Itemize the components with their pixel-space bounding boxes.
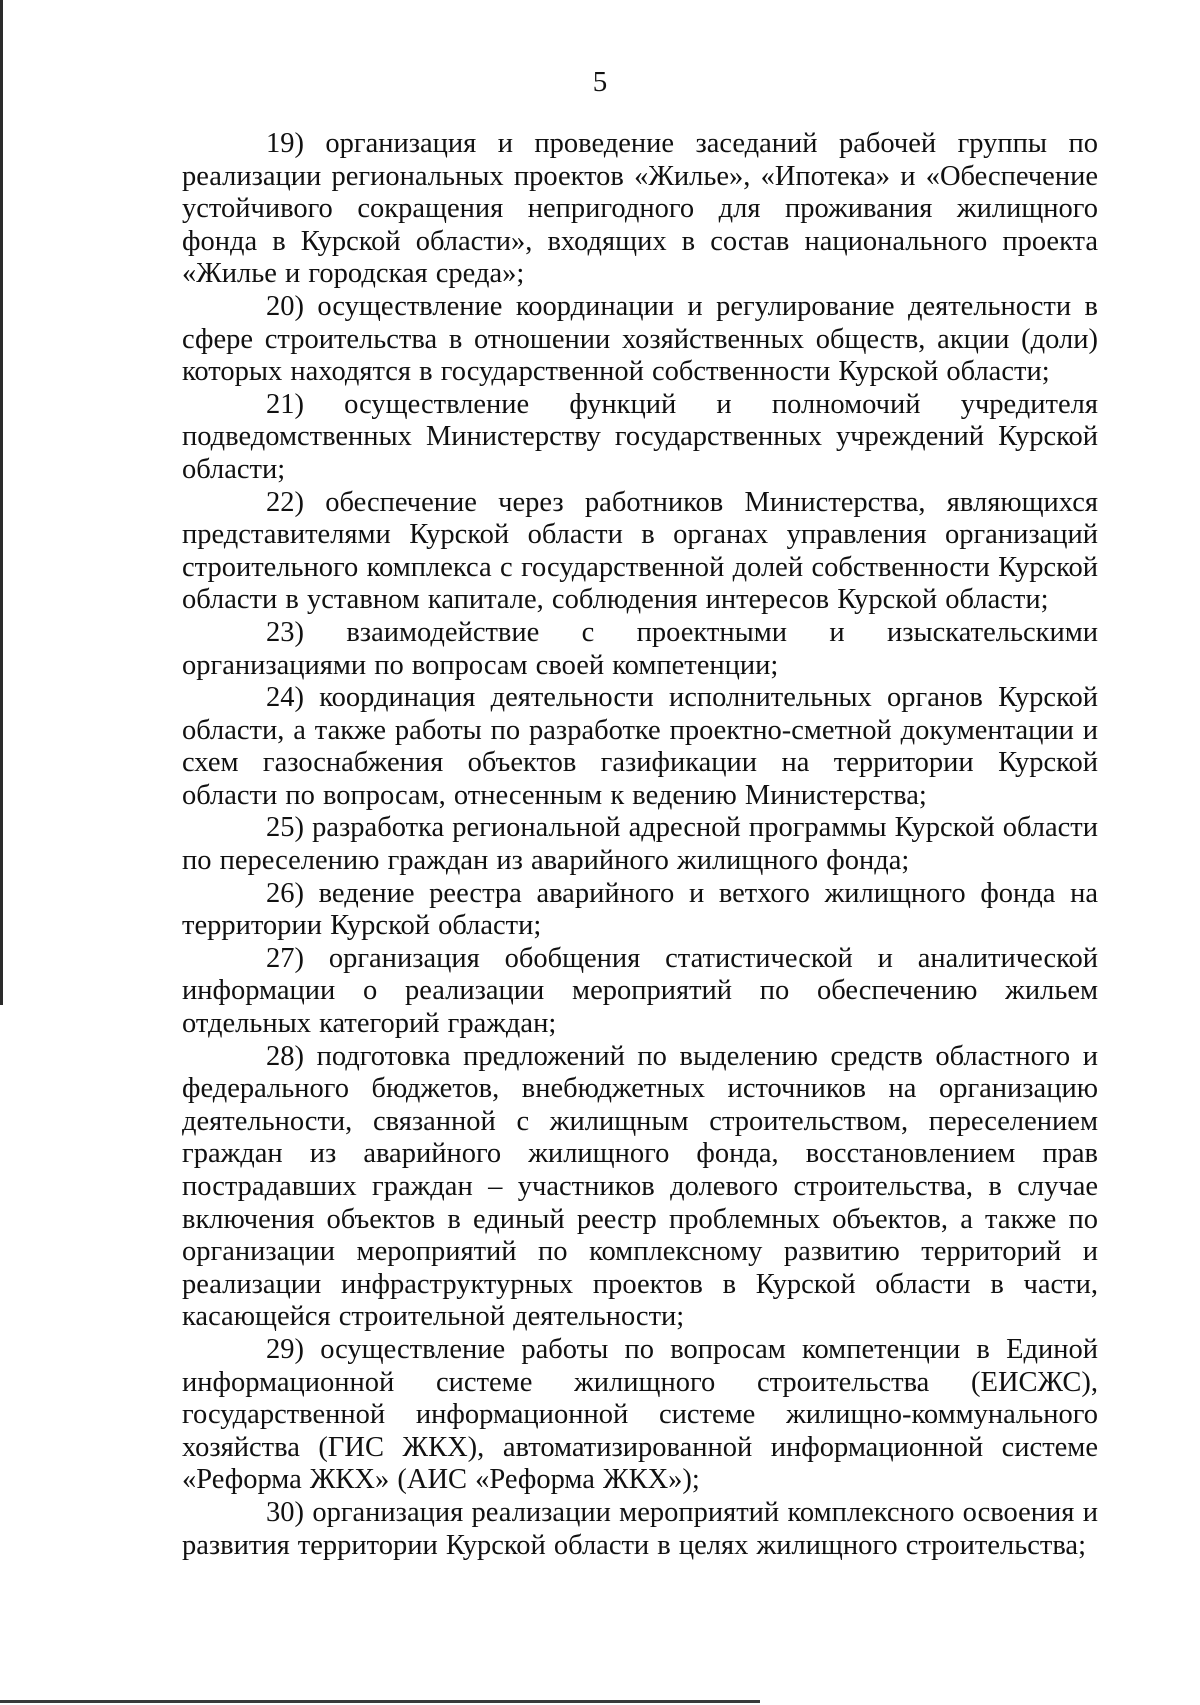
list-item-22: 22) обеспечение через работников Министерства, являющихся представителями Курской области в органах управления организаций строительного комплекса с государственной долей собственности Курской области в уставном капитале, соблюдения интересов Курской области;	[182, 486, 1098, 616]
list-item-26: 26) ведение реестра аварийного и ветхого жилищного фонда на территории Курской области;	[182, 877, 1098, 942]
list-item-21: 21) осуществление функций и полномочий учредителя подведомственных Министерству государственных учреждений Курской области;	[182, 388, 1098, 485]
list-item-19: 19) организация и проведение заседаний рабочей группы по реализации региональных проектов «Жилье», «Ипотека» и «Обеспечение устойчивого сокращения непригодного для проживания жилищного фонда в Курской области», входящих в состав национального проекта «Жилье и городская среда»;	[182, 128, 1098, 290]
page-number: 5	[592, 66, 608, 98]
list-item-27: 27) организация обобщения статистической и аналитической информации о реализации мероприятий по обеспечению жильем отдельных категорий граждан;	[182, 942, 1098, 1040]
scan-left-border	[0, 0, 3, 1005]
list-item-24: 24) координация деятельности исполнительных органов Курской области, а также работы по разработке проектно-сметной документации и схем газоснабжения объектов газификации на территории Курской области по вопросам, отнесенным к ведению Министерства;	[182, 682, 1098, 811]
scan-bottom-border	[0, 1700, 760, 1703]
list-item-28: 28) подготовка предложений по выделению средств областного и федерального бюджетов, внебюджетных источников на организацию деятельности, связанной с жилищным строительством, переселением граждан из аварийного жилищного фонда, восстановлением прав пострадавших граждан – участников долевого строительства, в случае включения объектов в единый реестр проблемных объектов, а также по организации мероприятий по комплексному развитию территорий и реализации инфраструктурных проектов в Курской области в части, касающейся строительной деятельности;	[182, 1040, 1098, 1333]
list-item-29: 29) осуществление работы по вопросам компетенции в Единой информационной системе жилищного строительства (ЕИСЖС), государственной информационной системе жилищно-коммунального хозяйства (ГИС ЖКХ), автоматизированной информационной системе «Реформа ЖКХ» (АИС «Реформа ЖКХ»);	[182, 1333, 1098, 1496]
list-item-30: 30) организация реализации мероприятий комплексного освоения и развития территории Курской области в целях жилищного строительства;	[182, 1496, 1098, 1561]
list-item-25: 25) разработка региональной адресной программы Курской области по переселению граждан из аварийного жилищного фонда;	[182, 812, 1098, 877]
list-item-20: 20) осуществление координации и регулирование деятельности в сфере строительства в отношении хозяйственных обществ, акции (доли) которых находятся в государственной собственности Курской области;	[182, 290, 1098, 388]
list-item-23: 23) взаимодействие с проектными и изыскательскими организациями по вопросам своей компетенции;	[182, 616, 1098, 681]
document-body	[182, 128, 1098, 1562]
